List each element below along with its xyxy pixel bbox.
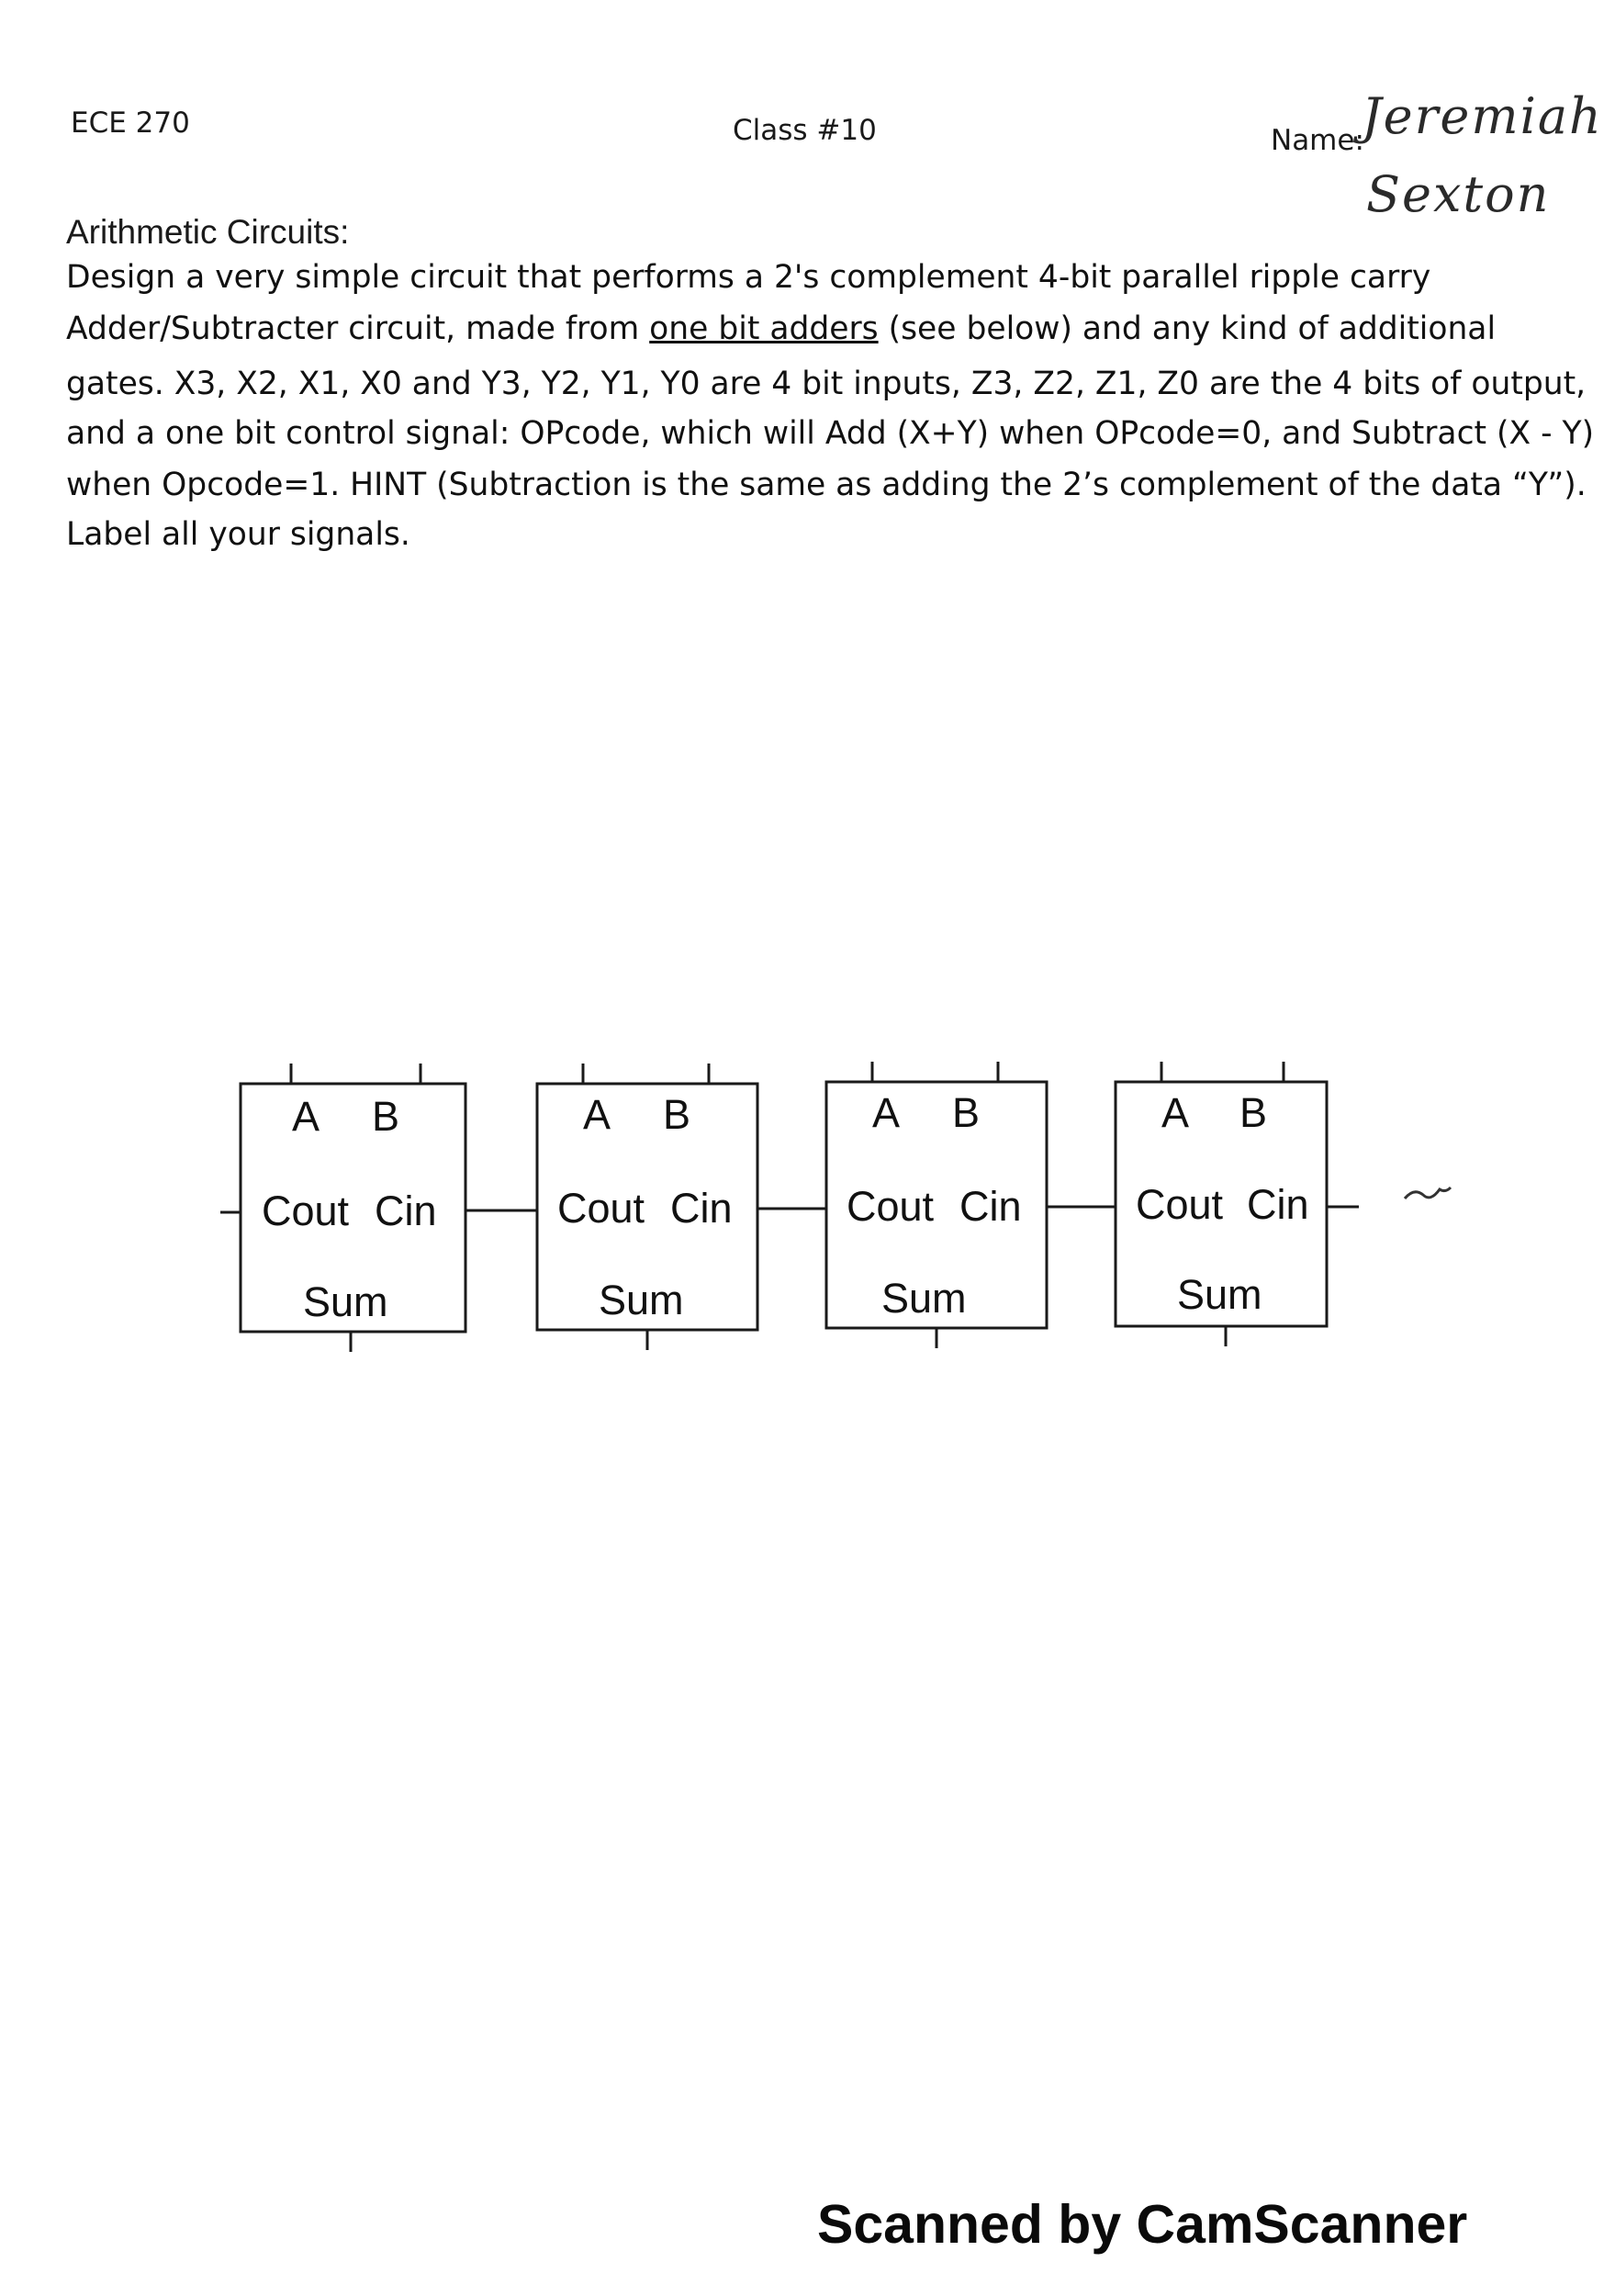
underlined-phrase: one bit adders [649, 310, 879, 347]
student-name-line1: Jeremiah [1362, 87, 1603, 145]
adder-4-input-b: B [1239, 1089, 1268, 1136]
section-title: Arithmetic Circuits: [66, 213, 350, 251]
adder-4-input-a: A [1161, 1089, 1190, 1136]
student-name-line2: Sexton [1366, 165, 1551, 223]
name-label: Name: [1271, 124, 1364, 157]
adder-4-cout: Cout [1136, 1181, 1224, 1228]
adder-3-input-a: A [872, 1089, 901, 1136]
adder-2-cin: Cin [670, 1185, 733, 1232]
adder-2-input-b: B [663, 1091, 691, 1138]
adder-4-sum: Sum [1177, 1271, 1262, 1318]
adder-2-cout: Cout [557, 1185, 645, 1232]
description-line-2-start: Adder/Subtracter circuit, made from [66, 310, 650, 347]
adder-3-sum: Sum [881, 1275, 967, 1322]
adder-3-cout: Cout [847, 1183, 935, 1230]
class-number: Class #10 [733, 114, 877, 147]
adder-1-sum: Sum [303, 1278, 388, 1325]
adder-3-input-b: B [952, 1089, 981, 1136]
adder-1-cout: Cout [262, 1187, 350, 1234]
adder-2-input-a: A [583, 1091, 611, 1138]
adder-1-cin: Cin [375, 1187, 437, 1234]
adder-1-input-b: B [372, 1093, 400, 1140]
camscanner-watermark: Scanned by CamScanner [817, 2194, 1468, 2255]
description-line-3: gates. X3, X2, X1, X0 and Y3, Y2, Y1, Y0 are 4 bit inputs, Z3, Z2, Z1, Z0 are the 4 bits of output, [66, 366, 1587, 402]
adder-3-cin: Cin [959, 1183, 1022, 1230]
adder-2-sum: Sum [599, 1277, 684, 1323]
course-code: ECE 270 [71, 107, 190, 140]
description-line-6: Label all your signals. [66, 516, 410, 553]
ink-scribble [1405, 1187, 1451, 1199]
description-line-5: when Opcode=1. HINT (Subtraction is the same as adding the 2’s complement of the data “Y”). [66, 467, 1587, 503]
description-line-2-end: (see below) and any kind of additional [878, 310, 1497, 347]
adder-1-input-a: A [292, 1093, 320, 1140]
description-line-4: and a one bit control signal: OPcode, which will Add (X+Y) when OPcode=0, and Subtract (X - Y) [66, 415, 1595, 452]
description-line-1: Design a very simple circuit that performs a 2's complement 4-bit parallel ripple carry [66, 259, 1431, 296]
adder-4-cin: Cin [1247, 1181, 1309, 1228]
